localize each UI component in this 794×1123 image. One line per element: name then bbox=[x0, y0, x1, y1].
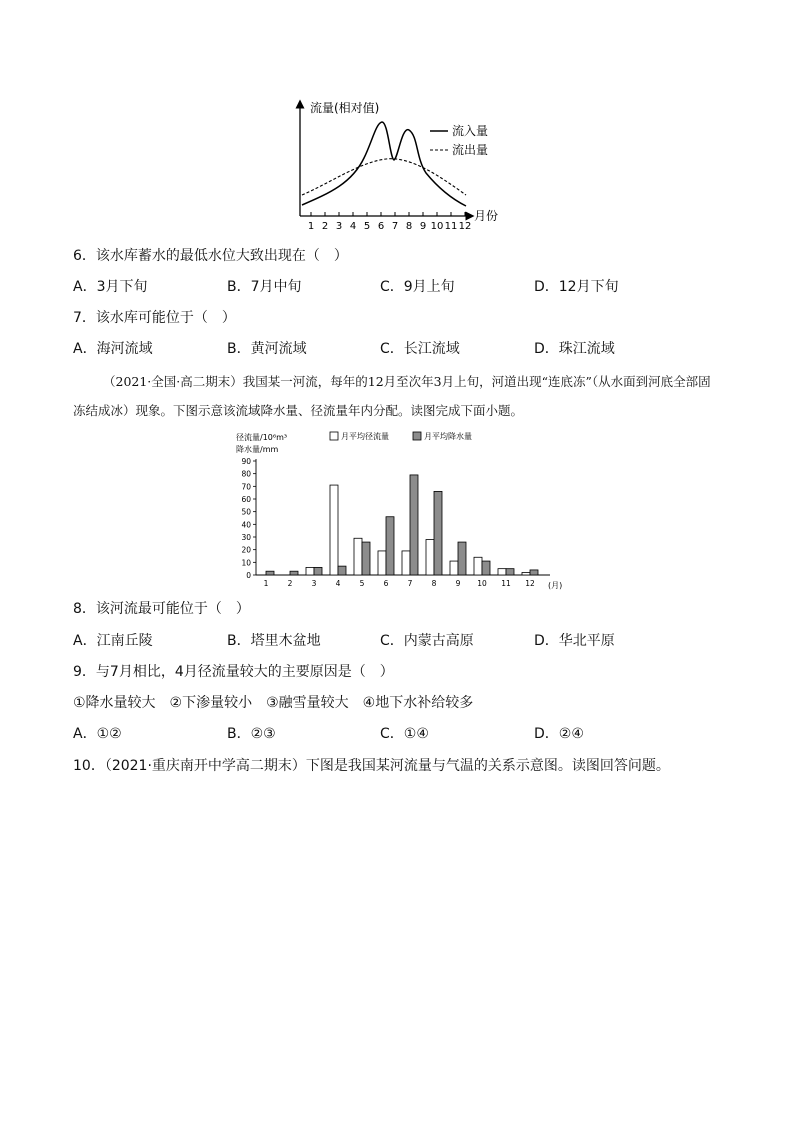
chart2-month-label-6: 6 bbox=[383, 579, 389, 588]
chart2-x-unit: (月) bbox=[548, 581, 563, 590]
question-6-stem: 6．该水库蓄水的最低水位大致出现在（ ） bbox=[73, 248, 348, 264]
inflow-legend-label: 流入量 bbox=[452, 124, 489, 138]
precip-bar-12 bbox=[530, 570, 538, 575]
legend-runoff-label: 月平均径流量 bbox=[341, 432, 389, 441]
precip-bar-6 bbox=[386, 517, 394, 575]
chart2-month-label-3: 3 bbox=[311, 579, 317, 588]
inflow-curve bbox=[302, 122, 466, 206]
chart2-month-label-11: 11 bbox=[501, 579, 511, 588]
legend-precip-label: 月平均降水量 bbox=[424, 432, 472, 441]
runoff-bar-5 bbox=[354, 538, 362, 575]
question-8-option-a[interactable]: A．江南丘陵 bbox=[73, 633, 153, 649]
precip-bar-11 bbox=[506, 569, 514, 575]
precip-bar-1 bbox=[266, 571, 274, 575]
flow-month-label-7: 7 bbox=[391, 221, 399, 232]
chart2-y-tick-label: 50 bbox=[241, 507, 251, 517]
chart2-y-tick-label: 60 bbox=[241, 495, 251, 504]
flow-month-label-8: 8 bbox=[405, 221, 413, 232]
runoff-bar-9 bbox=[450, 561, 458, 575]
precip-bar-4 bbox=[338, 566, 346, 575]
question-9-option-d[interactable]: D．②④ bbox=[534, 726, 584, 742]
question-10-stem: 10．（2021·重庆南开中学高二期末）下图是我国某河流量与气温的关系示意图。读图回答问题。 bbox=[73, 758, 670, 774]
question-6-option-b[interactable]: B．7月中旬 bbox=[227, 279, 302, 295]
chart2-y-tick-label: 10 bbox=[241, 558, 251, 568]
chart2-month-label-1: 1 bbox=[263, 579, 269, 588]
flow-month-label-3: 3 bbox=[335, 221, 343, 232]
flow-month-label-11: 11 bbox=[444, 221, 458, 232]
question-6-option-a[interactable]: A．3月下旬 bbox=[73, 279, 148, 295]
chart2-ylabel-precip: 降水量/mm bbox=[236, 445, 279, 454]
chart2-y-tick-label: 20 bbox=[241, 545, 251, 555]
flow-month-label-9: 9 bbox=[419, 221, 427, 232]
precip-bar-10 bbox=[482, 561, 490, 575]
chart2-y-tick-label: 90 bbox=[241, 457, 251, 466]
chart2-y-tick-label: 30 bbox=[241, 533, 251, 542]
precip-bar-7 bbox=[410, 475, 418, 575]
chart2-month-label-7: 7 bbox=[407, 579, 413, 588]
flow-month-label-4: 4 bbox=[349, 221, 357, 232]
flow-month-label-6: 6 bbox=[377, 221, 385, 232]
question-6-option-d[interactable]: D．12月下旬 bbox=[534, 279, 619, 295]
question-8-option-c[interactable]: C．内蒙古高原 bbox=[380, 633, 474, 649]
legend-runoff-swatch bbox=[330, 432, 338, 440]
flow-y-label: 流量(相对值) bbox=[310, 101, 380, 115]
outflow-legend-label: 流出量 bbox=[452, 143, 489, 157]
precip-bar-8 bbox=[434, 491, 442, 575]
flow-month-label-10: 10 bbox=[430, 221, 444, 232]
chart2-month-label-9: 9 bbox=[455, 579, 461, 588]
question-8-option-d[interactable]: D．华北平原 bbox=[534, 633, 615, 649]
intro-text: （2021·全国·高二期末）我国某一河流，每年的12月至次年3月上旬，河道出现“连底冻”（从水面到河底全部固冻结成冰）现象。下图示意该流域降水量、径流量年内分配。读图完成下面小题。 bbox=[73, 374, 711, 418]
chart2-y-tick-label: 70 bbox=[241, 482, 251, 492]
question-7-option-b[interactable]: B．黄河流域 bbox=[227, 341, 307, 357]
chart2-y-tick-label: 0 bbox=[246, 571, 251, 580]
question-7-option-d[interactable]: D．珠江流域 bbox=[534, 341, 615, 357]
question-7-stem: 7．该水库可能位于（ ） bbox=[73, 310, 236, 326]
runoff-bar-6 bbox=[378, 551, 386, 575]
question-9-stem: 9．与7月相比，4月径流量较大的主要原因是（ ） bbox=[73, 664, 394, 680]
chart2-month-label-10: 10 bbox=[477, 579, 487, 588]
runoff-precip-chart bbox=[230, 428, 570, 590]
chart2-ylabel-runoff: 径流量/10⁶m³ bbox=[236, 433, 288, 442]
runoff-bar-10 bbox=[474, 557, 482, 575]
runoff-bar-7 bbox=[402, 551, 410, 575]
precip-bar-2 bbox=[290, 571, 298, 575]
runoff-bar-11 bbox=[498, 569, 506, 575]
flow-month-label-12: 12 bbox=[458, 221, 472, 232]
question-9-option-b[interactable]: B．②③ bbox=[227, 726, 276, 742]
precip-bar-3 bbox=[314, 567, 322, 575]
question-9-option-a[interactable]: A．①② bbox=[73, 726, 122, 742]
chart2-month-label-4: 4 bbox=[335, 579, 341, 588]
intro-paragraph bbox=[73, 367, 723, 425]
question-9-option-c[interactable]: C．①④ bbox=[380, 726, 429, 742]
flow-month-label-2: 2 bbox=[321, 221, 329, 232]
chart2-y-tick-label: 80 bbox=[241, 469, 251, 479]
flow-month-label-1: 1 bbox=[307, 221, 315, 232]
precip-bar-9 bbox=[458, 542, 466, 575]
question-8-stem: 8．该河流最可能位于（ ） bbox=[73, 601, 250, 617]
chart2-month-label-8: 8 bbox=[431, 579, 437, 588]
legend-precip-swatch bbox=[413, 432, 421, 440]
question-6-option-c[interactable]: C．9月上旬 bbox=[380, 279, 455, 295]
precip-bar-5 bbox=[362, 542, 370, 575]
runoff-bar-12 bbox=[522, 572, 530, 575]
runoff-bar-8 bbox=[426, 540, 434, 575]
runoff-bar-4 bbox=[330, 485, 338, 575]
chart2-y-tick-label: 40 bbox=[241, 520, 251, 530]
chart2-month-label-2: 2 bbox=[287, 579, 293, 588]
chart2-month-label-5: 5 bbox=[359, 579, 365, 588]
question-7-option-a[interactable]: A．海河流域 bbox=[73, 341, 153, 357]
question-9-statements: ①降水量较大 ②下渗量较小 ③融雪量较大 ④地下水补给较多 bbox=[73, 695, 474, 711]
flow-month-label-5: 5 bbox=[363, 221, 371, 232]
question-8-option-b[interactable]: B．塔里木盆地 bbox=[227, 633, 321, 649]
chart2-month-label-12: 12 bbox=[525, 579, 535, 588]
question-7-option-c[interactable]: C．长江流域 bbox=[380, 341, 460, 357]
runoff-bar-3 bbox=[306, 567, 314, 575]
flow-chart bbox=[290, 98, 510, 233]
flow-x-label: 月份 bbox=[474, 209, 499, 223]
